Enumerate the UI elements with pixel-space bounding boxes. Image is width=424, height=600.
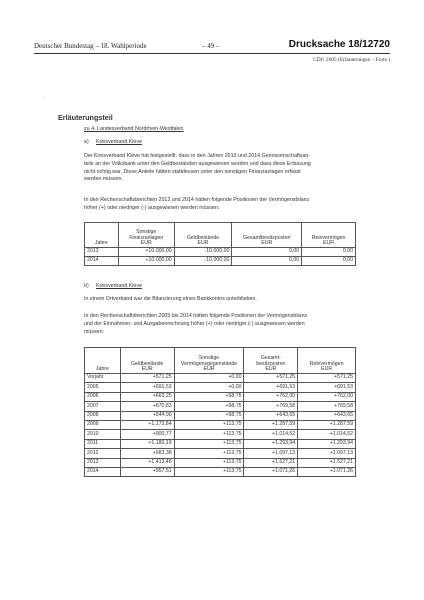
text-line: müssen: — [84, 328, 105, 335]
cell-value: +571,25 — [298, 374, 356, 383]
cell-year: 2005 — [85, 383, 121, 392]
column-header-years: Jahre — [85, 348, 121, 374]
column-header-cash: Geldbestände EUR — [120, 348, 174, 374]
cell-value: +1.071,26 — [298, 467, 356, 476]
cell-value: +1.293,94 — [244, 439, 298, 448]
cell-value: +113,75 — [174, 420, 244, 429]
table-b — [84, 347, 356, 477]
cell-value: +1.014,52 — [298, 430, 356, 439]
text-line: und der Einnahmen- und Ausgabenrechnung höher (+) oder niedriger (-) ausgewiesen werden — [84, 320, 305, 327]
running-subheader: CDU 2005 (Erläuterungen – Forts.) — [313, 57, 390, 63]
cell-value: +1.287,59 — [244, 420, 298, 429]
cell-value: +983,38 — [120, 449, 174, 458]
cell-value: +1.527,21 — [298, 458, 356, 467]
cell-value: 0,00 — [302, 257, 356, 266]
cell-value: +643,65 — [298, 411, 356, 420]
column-header-other-financial: Sonstige Finanzanlagen EUR — [118, 223, 174, 248]
cell-value: +670,83 — [120, 402, 174, 411]
cell-year: 2013 — [85, 248, 119, 257]
cell-year: 2011 — [85, 439, 121, 448]
cell-year: 2006 — [85, 392, 121, 401]
part-b-paragraph-1 — [84, 296, 257, 304]
table-row — [85, 374, 356, 383]
cell-value: +571,25 — [120, 374, 174, 383]
cell-value: +10.000,00 — [118, 248, 174, 257]
text-line: nicht richtig war. Diese Anteile hätten stattdessen unter den sonstigen Finanzanlagen erfasst — [84, 168, 301, 175]
cell-value: +571,25 — [244, 374, 298, 383]
cell-value: -10.000,00 — [174, 248, 232, 257]
document-id: 18/12720 — [348, 39, 390, 50]
cell-value: +0,00 — [174, 383, 244, 392]
cell-value: +1.527,21 — [244, 458, 298, 467]
document-label: Drucksache — [288, 39, 346, 50]
table-row — [85, 248, 356, 257]
cell-value: +113,75 — [174, 458, 244, 467]
cell-value: +769,58 — [244, 402, 298, 411]
cell-year: 2008 — [85, 411, 121, 420]
part-b-label: b) — [84, 283, 89, 289]
cell-value: +1.413,46 — [120, 458, 174, 467]
table-b-body — [85, 374, 356, 477]
cell-year: 2012 — [85, 449, 121, 458]
cell-value: +113,75 — [174, 449, 244, 458]
table-row — [85, 458, 356, 467]
header-divider — [34, 53, 390, 54]
part-a-heading: Kreisverband Kleve — [96, 139, 142, 145]
cell-value: +1.173,84 — [120, 420, 174, 429]
text-line: Der Kreisverband Kleve hat festgestellt, dass in den Jahren 2013 und 2014 Genossenschaftsan- — [84, 153, 311, 159]
part-a-paragraph-2 — [84, 197, 309, 213]
cell-year: 2007 — [85, 402, 121, 411]
cell-year: 2014 — [85, 467, 121, 476]
cell-value: +691,53 — [298, 383, 356, 392]
cell-value: +98,75 — [174, 392, 244, 401]
page-number: – 49 – — [202, 42, 220, 50]
cell-value: +1.287,59 — [298, 420, 356, 429]
cell-year: 2014 — [85, 257, 119, 266]
part-a-label: a) — [84, 139, 89, 145]
section-title: Erläuterungsteil — [58, 113, 113, 122]
text-line: werden müssen. — [84, 176, 123, 183]
cell-value: +544,90 — [120, 411, 174, 420]
cell-year: Vorjahr — [85, 374, 121, 383]
column-header-years: Jahre — [85, 223, 119, 248]
cell-year: 2013 — [85, 458, 121, 467]
table-row — [85, 420, 356, 429]
column-header-cash: Geldbestände EUR — [174, 223, 232, 248]
part-b-heading: Kreisverband Kleve — [96, 283, 142, 289]
margin-mark: ´ — [44, 97, 46, 103]
table-header-row — [85, 223, 356, 248]
cell-value: +643,65 — [244, 411, 298, 420]
text-line: In den Rechenschaftsberichten 2013 und 2014 hätten folgende Positionen der Vermögensbilanz — [84, 197, 310, 203]
cell-value: +98,75 — [174, 402, 244, 411]
table-row — [85, 392, 356, 401]
document-number — [289, 39, 390, 50]
cell-value: +900,77 — [120, 430, 174, 439]
cell-value: +1.293,94 — [298, 439, 356, 448]
text-line: In den Rechenschaftsberichten 2005 bis 2014 hätten folgende Positionen der Vermögensbilanz — [84, 313, 308, 319]
cell-value: +1.097,13 — [244, 449, 298, 458]
publisher-label: Deutscher Bundestag – 18. Wahlperiode — [34, 42, 147, 50]
cell-value: +663,25 — [120, 392, 174, 401]
cell-value: +113,75 — [174, 439, 244, 448]
table-header-row — [85, 348, 356, 374]
table-row — [85, 402, 356, 411]
cell-value: +691,53 — [120, 383, 174, 392]
cell-year: 2010 — [85, 430, 121, 439]
table-row — [85, 430, 356, 439]
table-row — [85, 449, 356, 458]
text-line: höher (+) oder niedriger (-) ausgewiesen werden müssen: — [84, 204, 220, 211]
cell-value: +10.000,00 — [118, 257, 174, 266]
cell-value: +1.097,13 — [298, 449, 356, 458]
table-row — [85, 411, 356, 420]
column-header-net-assets: Reinvermögen EUR — [302, 223, 356, 248]
column-header-net-assets: Reinvermögen EUR — [298, 348, 356, 374]
table-a — [84, 222, 356, 266]
cell-value: +957,51 — [120, 467, 174, 476]
cell-value: +1.180,19 — [120, 439, 174, 448]
column-header-total-assets: Gesamt- besitzposten EUR — [244, 348, 298, 374]
column-header-total-assets: Gesamtbesitzposten EUR — [232, 223, 302, 248]
part-b-paragraph-2 — [84, 313, 307, 336]
cell-value: -10.000,00 — [174, 257, 232, 266]
cell-year: 2009 — [85, 420, 121, 429]
cell-value: +0,00 — [174, 374, 244, 383]
text-line: In einem Ortverband war die Bilanzierung eines Bankkontos unterblieben. — [84, 296, 257, 302]
text-line: teile an der Volksbank unter den Geldbeständen ausgewiesen wurden und dass diese Erfassung — [84, 160, 311, 167]
cell-value: +1.071,26 — [244, 467, 298, 476]
cell-value: +691,53 — [244, 383, 298, 392]
part-a-paragraph-1 — [84, 153, 311, 184]
table-row — [85, 467, 356, 476]
page-header — [34, 40, 390, 52]
cell-value: +98,75 — [174, 411, 244, 420]
cell-value: +113,75 — [174, 430, 244, 439]
table-row — [85, 383, 356, 392]
cell-value: 0,00 — [232, 248, 302, 257]
cell-value: +1.014,52 — [244, 430, 298, 439]
cell-value: +762,00 — [244, 392, 298, 401]
cell-value: 0,00 — [232, 257, 302, 266]
cell-value: 0,00 — [302, 248, 356, 257]
table-row — [85, 257, 356, 266]
cell-value: +113,75 — [174, 467, 244, 476]
cell-value: +769,58 — [298, 402, 356, 411]
table-row — [85, 439, 356, 448]
column-header-other-assets: Sonstige Vermögensgegenstände EUR — [174, 348, 244, 374]
cell-value: +762,00 — [298, 392, 356, 401]
subsection-heading: zu 4. Landesverband Nordrhein-Westfalen — [84, 126, 184, 132]
